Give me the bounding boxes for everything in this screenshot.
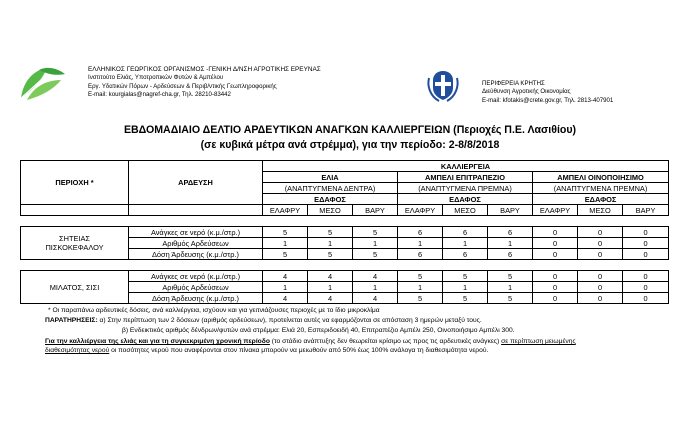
cell: 0 <box>623 227 669 238</box>
table-row <box>21 271 669 282</box>
remarks <box>45 317 482 326</box>
greek-state-seal-icon <box>424 66 462 104</box>
cell: 0 <box>623 271 669 282</box>
crop-subtitle: (ΑΝΑΠΤΥΓΜΕΝΑ ΠΡΕΜΝΑ) <box>398 183 533 194</box>
cell: 6 <box>443 249 488 260</box>
cell: 1 <box>443 238 488 249</box>
cell: 0 <box>578 271 623 282</box>
bulletin-title: ΕΒΔΟΜΑΔΙΑΙΟ ΔΕΛΤΙΟ ΑΡΔΕΥΤΙΚΩΝ ΑΝΑΓΚΩΝ ΚΑΛΛΙΕΡΓΕΙΩΝ (Περιοχές Π.Ε. Λασιθίου) <box>123 124 577 136</box>
cell: 0 <box>533 271 578 282</box>
cell: 5 <box>308 249 353 260</box>
cell: 1 <box>398 282 443 293</box>
table-header-row <box>21 161 669 172</box>
olive-note-underlined: σε περίπτωση μειωμένης <box>501 338 576 345</box>
cell: 1 <box>263 282 308 293</box>
region-name-line: ΣΗΤΕΙΑΣ <box>59 234 90 243</box>
olive-note-mid: (το στάδιο ανάπτυξης δεν θεωρείται κρίσιμο ως προς τις αρδευτικές ανάγκες) <box>269 338 502 345</box>
olive-note-end: οι ποσότητες νερού που αναφέρονται στον πίνακα μπορούν να μειωθούν από 50% έως 100% ανάλογα τη διαθεσιμότητα νερού. <box>109 347 489 354</box>
soil-type: ΒΑΡΥ <box>488 205 533 216</box>
crop-subtitle: (ΑΝΑΠΤΥΓΜΕΝΑ ΔΕΝΤΡΑ) <box>263 183 398 194</box>
institute-email: E-mail: kourgialas@nagref-cha.gr, Τηλ. 28210-83442 <box>88 90 231 98</box>
soil-label: ΕΔΑΦΟΣ <box>533 194 669 205</box>
cell: 6 <box>488 227 533 238</box>
cell: 5 <box>443 271 488 282</box>
cell: 6 <box>443 227 488 238</box>
region-email: E-mail: kfotakis@crete.gov.gr, Τηλ. 2813-407901 <box>482 96 614 104</box>
cell: 1 <box>353 282 398 293</box>
cell: 4 <box>263 293 308 304</box>
cell: 4 <box>308 271 353 282</box>
cell: 0 <box>578 293 623 304</box>
cell: 1 <box>263 238 308 249</box>
cell: 0 <box>578 227 623 238</box>
footnote: * Οι παραπάνω αρδευτικές δόσεις, ανά καλλιέργεια, ισχύουν και για γειτνιάζουσες περιοχές με το ίδιο μικροκλίμα <box>48 307 380 314</box>
region-column-header: ΠΕΡΙΟΧΗ * <box>21 161 129 205</box>
cell: 0 <box>533 238 578 249</box>
region-line: Διεύθυνση Αγροτικής Οικονομίας <box>482 88 571 96</box>
cell: 5 <box>263 227 308 238</box>
cell: 5 <box>353 227 398 238</box>
cell: 6 <box>488 249 533 260</box>
soil-type: ΕΛΑΦΡΥ <box>533 205 578 216</box>
region-name <box>21 271 129 304</box>
soil-label: ΕΔΑΦΟΣ <box>398 194 533 205</box>
remark-b: β) Ενδεικτικός αριθμός δένδρων/φυτών ανά στρέμμα: Ελιά 20, Εσπεριδοειδή 40, Επιτραπέζιο Αμπέλι 250, Οινοποιήσιμο Αμπέλι 300. <box>122 327 515 334</box>
cell: 6 <box>398 227 443 238</box>
cell: 6 <box>398 249 443 260</box>
cell: 0 <box>623 282 669 293</box>
region-name-line: ΠΙΣΚΟΚΕΦΑΛΟΥ <box>45 243 104 252</box>
region-line: ΠΕΡΙΦΕΡΕΙΑ ΚΡΗΤΗΣ <box>482 80 545 87</box>
cell: 0 <box>623 249 669 260</box>
soil-type: ΜΕΣΟ <box>308 205 353 216</box>
cell: 5 <box>398 293 443 304</box>
olive-note <box>45 338 576 347</box>
cell: 0 <box>623 238 669 249</box>
soil-type: ΜΕΣΟ <box>578 205 623 216</box>
cell: 4 <box>308 293 353 304</box>
cell: 5 <box>488 271 533 282</box>
olive-note-bold: Για την καλλιέργεια της ελιάς και για τη συγκεκριμένη χρονική περίοδο <box>45 338 270 345</box>
cell: 0 <box>578 249 623 260</box>
cell: 4 <box>353 293 398 304</box>
cell: 1 <box>353 238 398 249</box>
region-info <box>482 80 697 105</box>
crops-header: ΚΑΛΛΙΕΡΓΕΙΑ <box>263 161 669 172</box>
cell: 5 <box>263 249 308 260</box>
cell: 0 <box>533 282 578 293</box>
institute-line: ΕΛΛΗΝΙΚΟΣ ΓΕΩΡΓΙΚΟΣ ΟΡΓΑΝΙΣΜΟΣ -ΓΕΝΙΚΗ Δ/ΝΣΗ ΑΓΡΟΤΙΚΗΣ ΕΡΕΥΝΑΣ <box>88 66 321 73</box>
irrigation-column-header: ΑΡΔΕΥΣΗ <box>129 161 263 205</box>
cell: 5 <box>443 293 488 304</box>
cell: 0 <box>533 227 578 238</box>
cell: 0 <box>578 238 623 249</box>
cell: 1 <box>398 238 443 249</box>
cell: 1 <box>488 282 533 293</box>
cell: 1 <box>443 282 488 293</box>
cell: 1 <box>308 238 353 249</box>
crop-subtitle: (ΑΝΑΠΤΥΓΜΕΝΑ ΠΡΕΜΝΑ) <box>533 183 669 194</box>
row-label: Αριθμός Αρδεύσεων <box>129 282 263 293</box>
soil-type: ΕΛΑΦΡΥ <box>398 205 443 216</box>
cell: 4 <box>263 271 308 282</box>
cell: 5 <box>488 293 533 304</box>
soil-type: ΕΛΑΦΡΥ <box>263 205 308 216</box>
cell: 4 <box>353 271 398 282</box>
cell: 5 <box>353 249 398 260</box>
row-label: Δόση Άρδευσης (κ.μ./στρ.) <box>129 249 263 260</box>
elgo-leaf-logo-icon <box>17 64 69 104</box>
remark-a: α) Στην περίπτωση των 2 δόσεων (αριθμός αρδεύσεων), προτείνεται αυτές να εφαρμόζονται σε απόσταση 3 ημερών μεταξύ τους. <box>97 317 482 324</box>
bulletin-subtitle: (σε κυβικά μέτρα ανά στρέμμα), για την περίοδο: 2-8/8/2018 <box>200 139 500 151</box>
cell: 1 <box>308 282 353 293</box>
crop-name: ΕΛΙΑ <box>263 172 398 183</box>
row-label: Αριθμός Αρδεύσεων <box>129 238 263 249</box>
crop-name: ΑΜΠΕΛΙ ΟΙΝΟΠΟΙΗΣΙΜΟ <box>533 172 669 183</box>
soil-type: ΒΑΡΥ <box>353 205 398 216</box>
institute-line: Ινστιτούτο Ελιάς, Υποτροπικών Φυτών & Αμπέλου <box>88 74 224 82</box>
soil-types-row <box>21 205 669 216</box>
row-label: Ανάγκες σε νερό (κ.μ./στρ.) <box>129 227 263 238</box>
olive-note-underlined: διαθεσιμότητας νερού <box>45 347 110 354</box>
irrigation-table <box>20 160 669 304</box>
letterhead <box>0 62 700 112</box>
region-name-line: ΜΙΛΑΤΟΣ, ΣΙΣΙ <box>49 282 100 292</box>
institute-info <box>88 66 388 99</box>
olive-note-cont <box>45 347 488 356</box>
institute-line: Εργ. Υδατικών Πόρων - Αρδεύσεων & Περιβ/ντικής Γεωπληροφορικής <box>88 82 277 90</box>
remarks-label: ΠΑΡΑΤΗΡΗΣΕΙΣ: <box>45 317 98 324</box>
row-label: Δόση Άρδευσης (κ.μ./στρ.) <box>129 293 263 304</box>
cell: 0 <box>578 282 623 293</box>
cell: 0 <box>623 293 669 304</box>
crop-name: ΑΜΠΕΛΙ ΕΠΙΤΡΑΠΕΖΙΟ <box>398 172 533 183</box>
region-name <box>21 227 129 260</box>
soil-label: ΕΔΑΦΟΣ <box>263 194 398 205</box>
soil-type: ΒΑΡΥ <box>623 205 669 216</box>
cell: 1 <box>488 238 533 249</box>
cell: 0 <box>533 293 578 304</box>
cell: 0 <box>533 249 578 260</box>
soil-type: ΜΕΣΟ <box>443 205 488 216</box>
row-label: Ανάγκες σε νερό (κ.μ./στρ.) <box>129 271 263 282</box>
cell: 5 <box>308 227 353 238</box>
table-row <box>21 227 669 238</box>
cell: 5 <box>398 271 443 282</box>
